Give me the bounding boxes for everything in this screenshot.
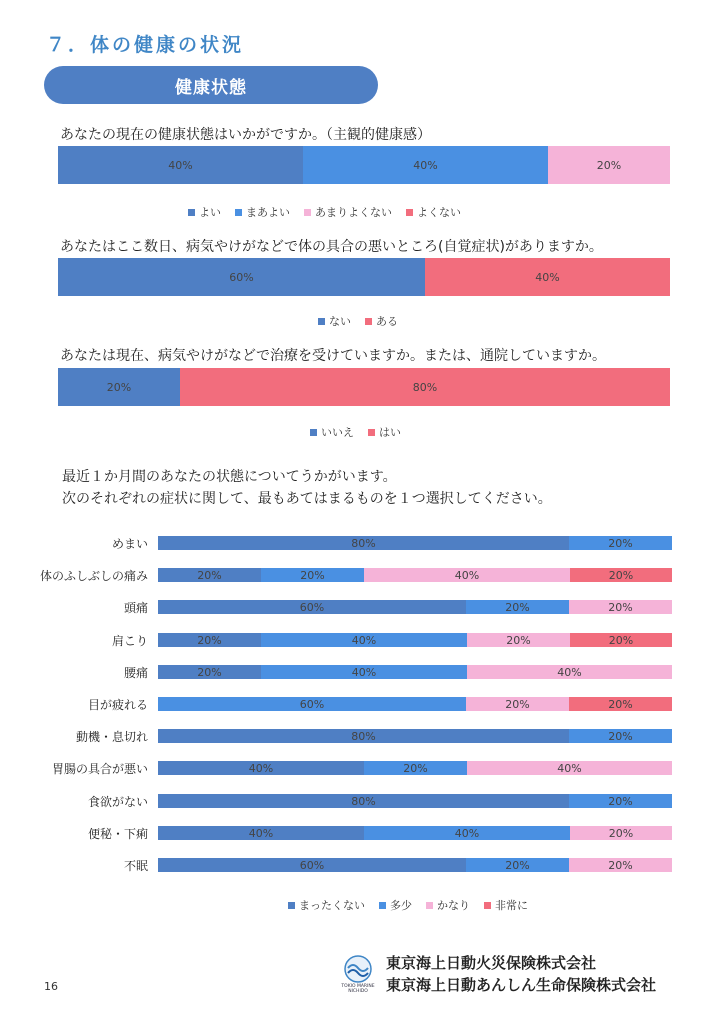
symptom-bar-segment xyxy=(569,536,672,550)
symptom-segment-label: 40% xyxy=(454,568,480,582)
symptom-bar-segment xyxy=(158,665,261,679)
bar-segment xyxy=(303,146,548,184)
pill-title-text: 健康状態 xyxy=(175,77,247,98)
segment-label: 40% xyxy=(413,158,438,172)
symptom-bar-segment xyxy=(261,633,467,647)
symptom-bar-segment xyxy=(466,600,569,614)
symptom-bar-segment xyxy=(570,633,672,647)
legend-label: よい xyxy=(199,206,221,219)
question-bar xyxy=(58,258,670,296)
symptom-bar-segment xyxy=(466,858,569,872)
symptom-segment-label: 20% xyxy=(608,729,633,743)
symptom-segment-label: 20% xyxy=(197,633,222,647)
symptom-label: 腰痛 xyxy=(123,666,148,680)
question-text: あなたの現在の健康状態はいかがですか。（主観的健康感） xyxy=(60,127,431,143)
logo-text-line2: NICHIDO xyxy=(348,989,368,994)
bar-segment xyxy=(548,146,670,184)
segment-label: 40% xyxy=(168,158,193,172)
legend-swatch xyxy=(406,209,413,216)
question-text: あなたはここ数日、病気やけがなどで体の具合の悪いところ(自覚症状)がありますか。 xyxy=(60,239,603,255)
symptom-bar xyxy=(158,729,672,743)
symptom-bar-segment xyxy=(569,600,672,614)
symptom-segment-label: 20% xyxy=(505,600,530,614)
symptom-bar xyxy=(158,826,672,840)
symptom-bar-segment xyxy=(158,826,364,840)
legend-item xyxy=(368,424,401,440)
symptom-bar-segment xyxy=(467,665,672,679)
symptom-bar-segment xyxy=(158,858,466,872)
legend-label: ある xyxy=(376,315,398,328)
question-text: あなたは現在、病気やけがなどで治療を受けていますか。または、通院していますか。 xyxy=(60,348,606,364)
symptom-intro-line2: 次のそれぞれの症状に関して、最もあてはまるものを１つ選択してください。 xyxy=(62,491,552,507)
legend-swatch xyxy=(365,318,372,325)
symptom-bar-segment xyxy=(158,697,466,711)
bar-segment xyxy=(180,368,670,406)
symptom-bar-segment xyxy=(158,568,261,582)
symptom-segment-label: 20% xyxy=(608,697,633,711)
section-title: ７．体の健康の状況 xyxy=(46,34,245,56)
segment-label: 20% xyxy=(596,158,622,172)
symptom-bar-segment xyxy=(158,729,569,743)
symptom-segment-label: 20% xyxy=(300,568,325,582)
segment-label: 20% xyxy=(106,380,132,394)
symptom-bar-segment xyxy=(158,536,569,550)
symptom-bar xyxy=(158,536,672,550)
symptom-segment-label: 80% xyxy=(351,794,376,808)
symptom-bar xyxy=(158,761,672,775)
logo-text-line1: TOKIO MARINE xyxy=(341,984,375,989)
legend-label: ない xyxy=(329,315,351,328)
legend-item xyxy=(406,204,461,220)
legend-item xyxy=(318,313,351,329)
symptom-bar xyxy=(158,568,672,582)
symptom-bar-segment xyxy=(158,600,466,614)
symptom-label: 目が疲れる xyxy=(87,698,148,712)
legend-swatch xyxy=(188,209,195,216)
section-pill-title xyxy=(44,66,378,104)
symptom-label: 頭痛 xyxy=(123,601,148,615)
symptom-segment-label: 60% xyxy=(299,697,325,711)
symptom-bar-segment xyxy=(364,568,570,582)
symptom-bar-segment xyxy=(467,633,570,647)
legend-item xyxy=(365,313,398,329)
symptom-segment-label: 40% xyxy=(351,665,377,679)
symptom-label: 食欲がない xyxy=(87,795,148,809)
legend-label: よくない xyxy=(417,206,461,219)
symptom-segment-label: 20% xyxy=(608,858,633,872)
symptom-bar-segment xyxy=(569,697,672,711)
segment-label: 40% xyxy=(535,270,560,284)
bar-segment xyxy=(58,368,180,406)
symptom-bar xyxy=(158,858,672,872)
legend-label: かなり xyxy=(437,899,470,912)
legend-swatch xyxy=(379,902,386,909)
legend-swatch xyxy=(235,209,242,216)
bar-segment xyxy=(58,146,303,184)
symptom-segment-label: 40% xyxy=(557,761,582,775)
question-legend xyxy=(188,204,461,220)
legend-label: いいえ xyxy=(321,426,354,439)
legend-item xyxy=(426,897,470,913)
symptom-segment-label: 40% xyxy=(351,633,377,647)
symptom-segment-label: 40% xyxy=(454,826,480,840)
symptom-bar xyxy=(158,665,672,679)
symptom-bar-segment xyxy=(158,761,364,775)
legend-swatch xyxy=(318,318,325,325)
question-legend xyxy=(310,424,401,440)
legend-item xyxy=(304,204,392,220)
symptom-label: 動機・息切れ xyxy=(75,730,148,744)
symptom-segment-label: 20% xyxy=(197,665,222,679)
legend-item xyxy=(310,424,354,440)
question-bar xyxy=(58,146,670,184)
segment-label: 80% xyxy=(412,380,438,394)
symptom-bar-segment xyxy=(569,858,672,872)
symptom-label: 肩こり xyxy=(111,634,148,648)
symptom-segment-label: 20% xyxy=(506,633,531,647)
symptom-bar xyxy=(158,633,672,647)
legend-swatch xyxy=(484,902,491,909)
legend-label: 非常に xyxy=(495,899,528,912)
legend-swatch xyxy=(304,209,311,216)
symptom-label: 便秘・下痢 xyxy=(87,827,148,841)
logo-text xyxy=(335,984,381,994)
symptom-bar-segment xyxy=(158,633,261,647)
page-number: 16 xyxy=(44,980,58,993)
symptom-bar-segment xyxy=(569,729,672,743)
symptom-segment-label: 20% xyxy=(197,568,222,582)
legend-label: まあよい xyxy=(246,206,290,219)
legend-item xyxy=(288,897,365,913)
symptom-bar xyxy=(158,794,672,808)
symptom-segment-label: 20% xyxy=(608,826,634,840)
segment-label: 60% xyxy=(229,270,254,284)
symptom-bar-segment xyxy=(466,697,569,711)
symptom-label: 不眠 xyxy=(123,859,148,873)
symptom-segment-label: 20% xyxy=(608,794,633,808)
company-name-line1: 東京海上日動火災保険株式会社 xyxy=(386,954,597,972)
symptom-bar-segment xyxy=(569,794,672,808)
symptom-bar-segment xyxy=(261,665,467,679)
legend-swatch xyxy=(368,429,375,436)
symptom-intro-line1: 最近１か月間のあなたの状態についてうかがいます。 xyxy=(62,469,397,485)
question-bar xyxy=(58,368,670,406)
symptom-legend xyxy=(288,897,528,913)
symptom-label: めまい xyxy=(111,537,148,551)
company-name-line2: 東京海上日動あんしん生命保険株式会社 xyxy=(386,976,657,994)
symptom-segment-label: 20% xyxy=(608,568,634,582)
symptom-segment-label: 40% xyxy=(248,761,274,775)
symptom-segment-label: 20% xyxy=(505,697,530,711)
legend-label: あまりよくない xyxy=(315,206,392,219)
symptom-segment-label: 20% xyxy=(608,536,633,550)
symptom-label: 胃腸の具合が悪い xyxy=(51,762,148,776)
legend-item xyxy=(379,897,412,913)
symptom-bar xyxy=(158,697,672,711)
symptom-bar-segment xyxy=(364,826,570,840)
company-logo xyxy=(340,954,376,984)
symptom-bar-segment xyxy=(158,794,569,808)
symptom-bar xyxy=(158,600,672,614)
symptom-segment-label: 40% xyxy=(557,665,582,679)
bar-segment xyxy=(425,258,670,296)
symptom-bar-segment xyxy=(570,568,672,582)
symptom-bar-segment xyxy=(364,761,467,775)
legend-swatch xyxy=(288,902,295,909)
bar-segment xyxy=(58,258,425,296)
symptom-segment-label: 20% xyxy=(403,761,428,775)
legend-label: はい xyxy=(379,426,401,439)
symptom-bar-segment xyxy=(467,761,672,775)
question-legend xyxy=(318,313,398,329)
legend-item xyxy=(235,204,290,220)
symptom-label: 体のふしぶしの痛み xyxy=(39,569,148,583)
legend-item xyxy=(484,897,528,913)
legend-swatch xyxy=(310,429,317,436)
legend-label: 多少 xyxy=(390,899,412,912)
legend-item xyxy=(188,204,221,220)
symptom-segment-label: 20% xyxy=(608,600,633,614)
legend-swatch xyxy=(426,902,433,909)
symptom-segment-label: 20% xyxy=(505,858,530,872)
symptom-bar-segment xyxy=(261,568,364,582)
symptom-segment-label: 60% xyxy=(299,858,325,872)
symptom-bar-segment xyxy=(570,826,672,840)
symptom-segment-label: 20% xyxy=(608,633,634,647)
symptom-segment-label: 60% xyxy=(299,600,325,614)
symptom-segment-label: 80% xyxy=(351,729,376,743)
symptom-segment-label: 40% xyxy=(248,826,274,840)
legend-label: まったくない xyxy=(299,899,365,912)
symptom-segment-label: 80% xyxy=(351,536,376,550)
